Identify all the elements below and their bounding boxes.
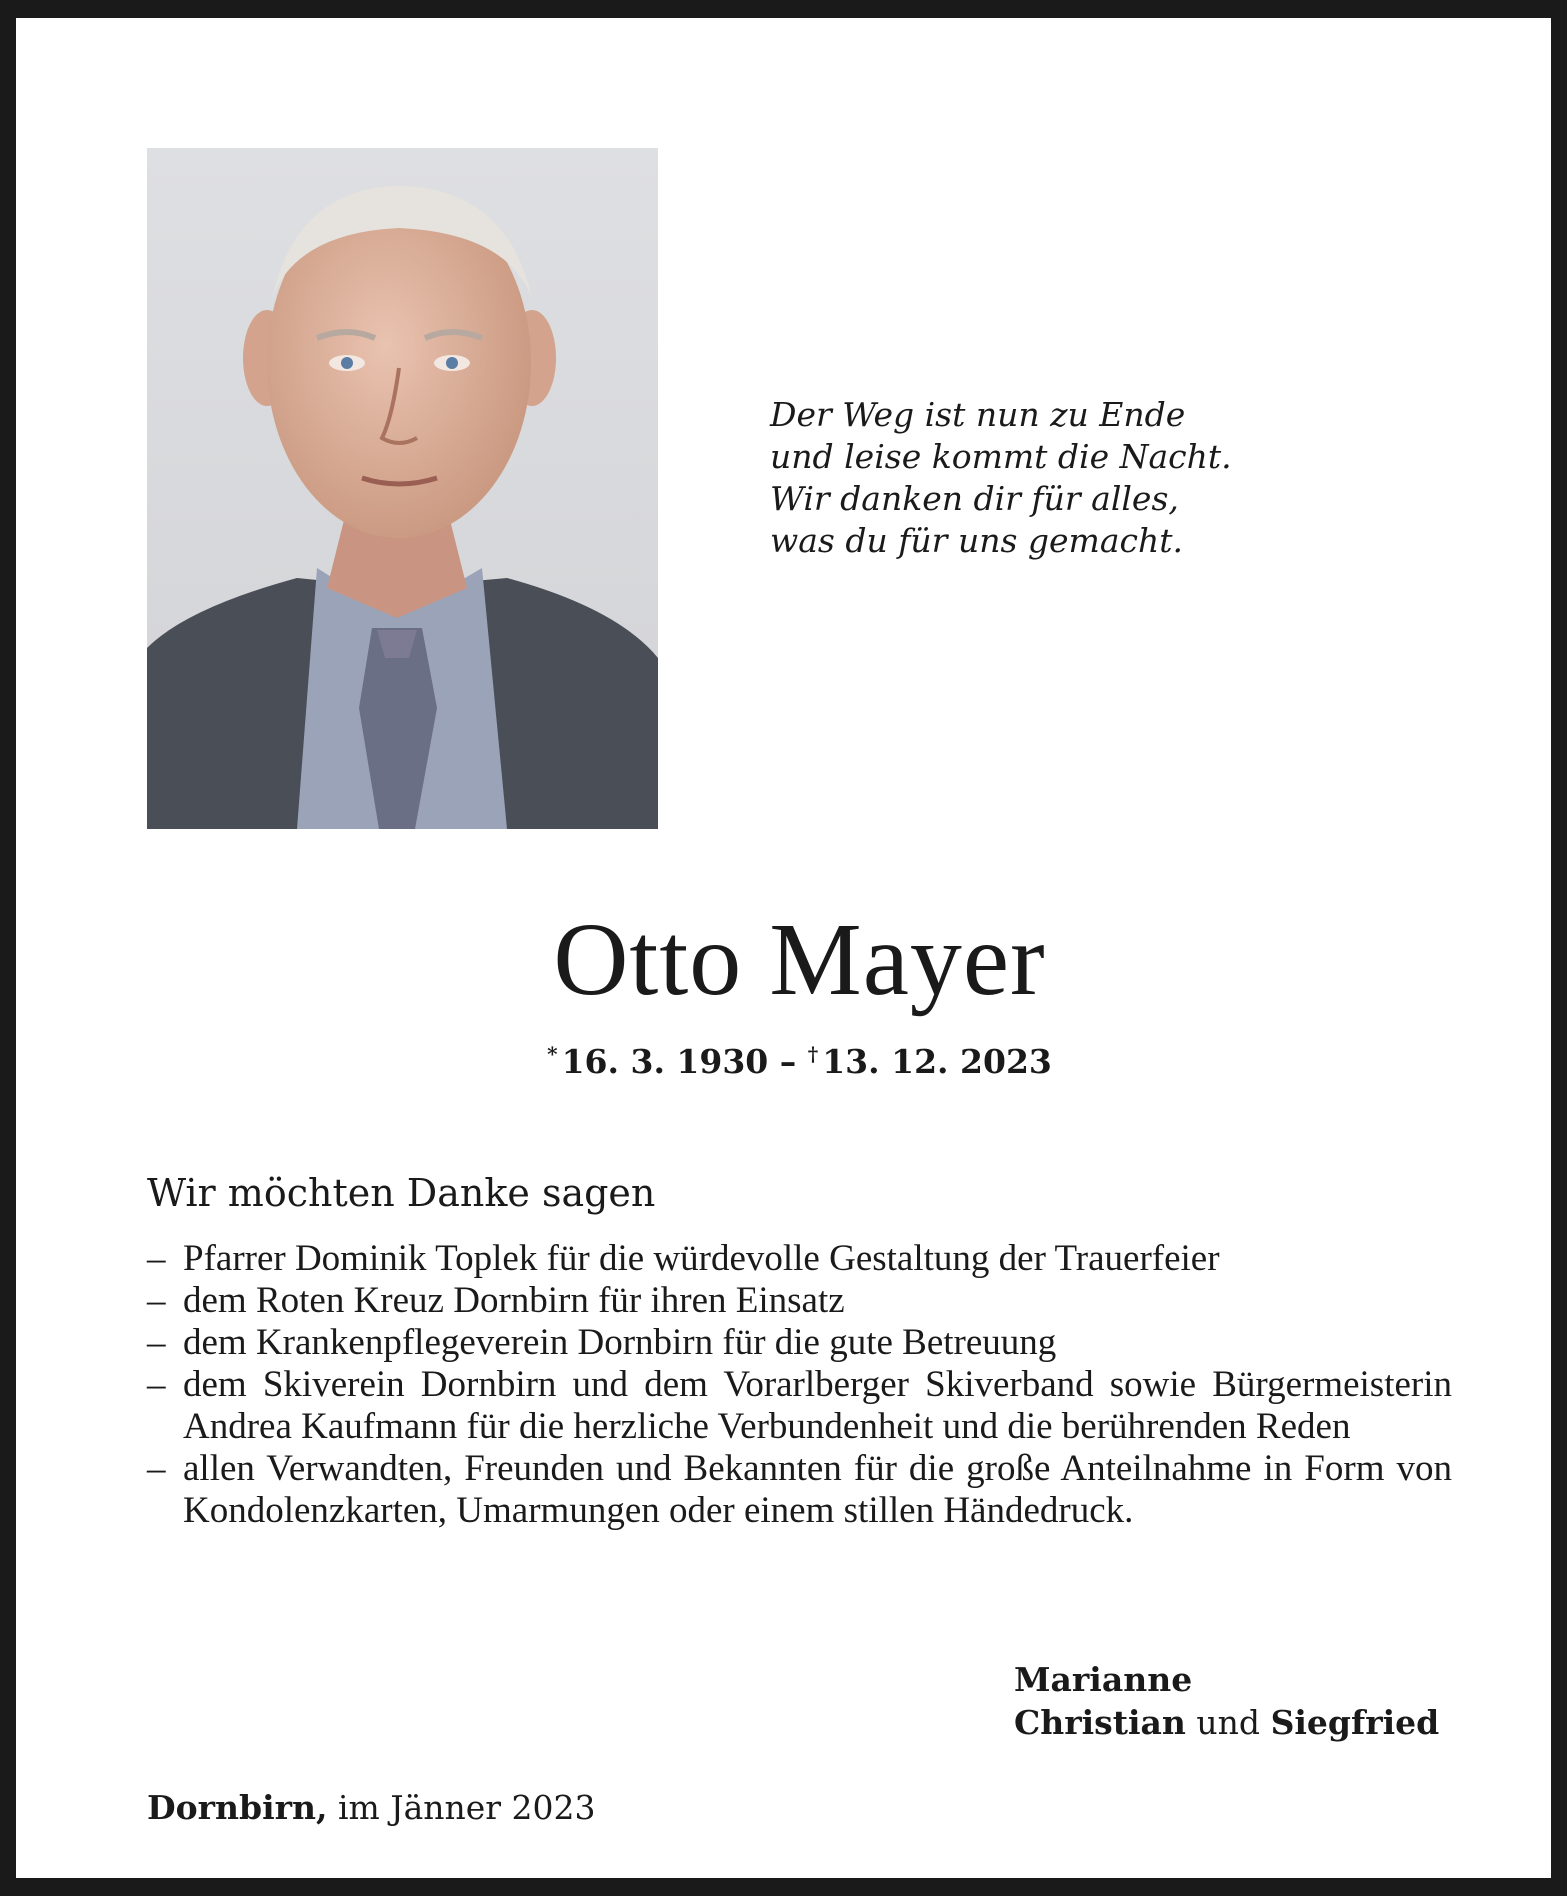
list-item [147, 1322, 1452, 1364]
signature-conjunction: und [1196, 1703, 1261, 1742]
portrait-illustration [147, 148, 658, 829]
list-item-text: dem Krankenpflegeverein Dornbirn für die gute Betreuung [183, 1322, 1057, 1363]
birth-date: 16. 3. 1930 [561, 1042, 769, 1081]
list-item-text: Pfarrer Dominik Toplek für die würdevolle Gestaltung der Trauerfeier [183, 1238, 1220, 1279]
list-bullet: – [147, 1322, 166, 1363]
list-item-text: dem Skiverein Dornbirn und dem Vorarlberger Skiverband sowie Bürgermeisterin Andrea Kaufmann für die herzliche Verbundenheit und die berührenden Reden [183, 1364, 1452, 1447]
list-item-text: dem Roten Kreuz Dornbirn für ihren Einsatz [183, 1280, 845, 1321]
signature-name: Christian [1014, 1703, 1186, 1742]
list-bullet: – [147, 1280, 166, 1321]
death-symbol: † [807, 1042, 819, 1066]
signature-name: Siegfried [1270, 1703, 1440, 1742]
poem-line: und leise kommt die Nacht. [770, 437, 1232, 476]
memorial-poem [770, 394, 1232, 562]
list-bullet: – [147, 1448, 166, 1489]
list-bullet: – [147, 1364, 166, 1405]
place-and-date [147, 1786, 596, 1830]
list-item [147, 1448, 1452, 1532]
date-separator: – [768, 1042, 808, 1081]
list-bullet: – [147, 1238, 166, 1279]
poem-line: was du für uns gemacht. [770, 521, 1183, 560]
list-item [147, 1238, 1452, 1280]
family-signature [1014, 1658, 1439, 1744]
death-date: 13. 12. 2023 [822, 1042, 1052, 1081]
deceased-name: Otto Mayer [553, 902, 1046, 1017]
list-item-text: allen Verwandten, Freunden und Bekannten für die große Anteilnahme in Form von Kondolenzkarten, Umarmungen oder einem stillen Händedruck. [183, 1448, 1452, 1531]
date: im Jänner 2023 [338, 1788, 596, 1827]
thanks-list [147, 1238, 1452, 1532]
poem-line: Der Weg ist nun zu Ende [770, 395, 1186, 434]
poem-line: Wir danken dir für alles, [770, 479, 1179, 518]
portrait-photo [147, 148, 658, 829]
list-item [147, 1364, 1452, 1448]
thanks-heading: Wir möchten Danke sagen [147, 1171, 656, 1215]
list-item [147, 1280, 1452, 1322]
signature-name: Marianne [1014, 1660, 1193, 1699]
birth-symbol: * [547, 1042, 558, 1066]
place: Dornbirn, [147, 1788, 328, 1827]
life-dates [16, 1032, 1567, 1084]
